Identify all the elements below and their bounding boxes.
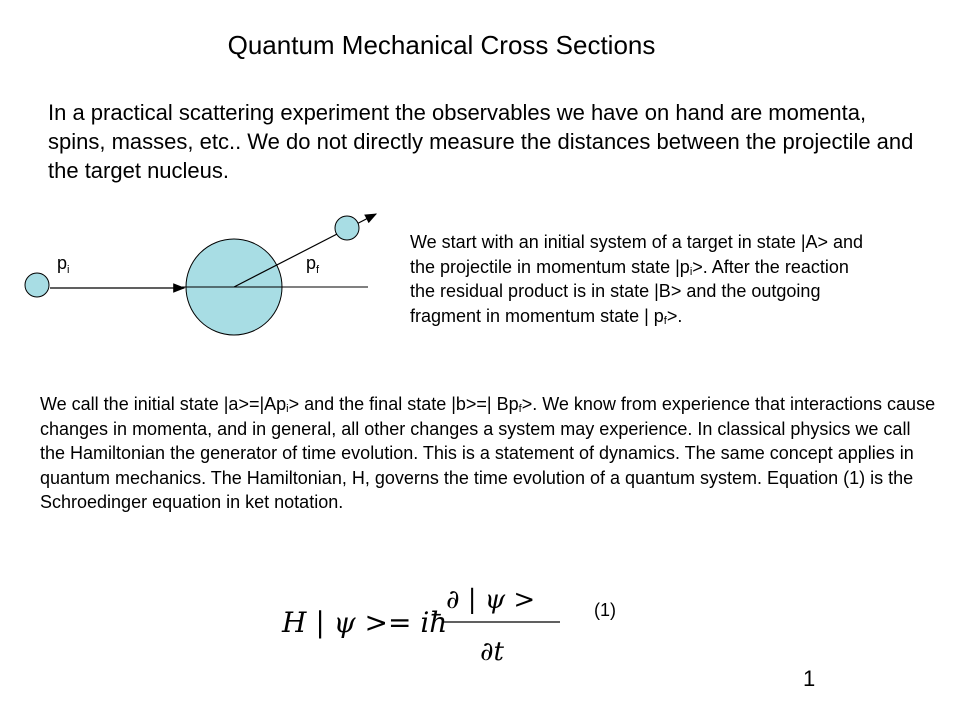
slide-title: Quantum Mechanical Cross Sections	[227, 30, 656, 60]
incoming-momentum-label: $p_i$	[57, 253, 70, 276]
equation-denominator: ∂t	[480, 637, 504, 667]
incoming-projectile	[25, 273, 49, 297]
schroedinger-equation	[270, 578, 570, 668]
initial-state-description: We start with an initial system of a target in state |A> and the projectile in momentum state $|p_i>$. After the reaction the residual product is in state |B> and the outgoing fragment in momentum state | $p_f>$.	[410, 232, 864, 327]
outgoing-momentum-label: $p_f$	[306, 253, 320, 276]
outgoing-fragment	[335, 216, 359, 240]
page-number: 1	[803, 666, 816, 691]
equation-number: (1)	[594, 600, 616, 620]
equation-numerator: ∂ | ψ >	[446, 585, 536, 615]
scattering-diagram	[0, 195, 400, 355]
intro-paragraph: In a practical scattering experiment the observables we have on hand are momenta, spins, masses, etc.. We do not directly measure the distances between the projectile and the target nucleus.	[48, 100, 914, 183]
equation-lhs: H | ψ >= iħ	[282, 606, 448, 639]
hamiltonian-paragraph: We call the initial state $|a>=|Ap_i>$ and the final state |b>=| $Bp_f>$. We know from experience that interactions cause changes in momenta, and in general, all other changes a system may experience. In classical physics we call the Hamiltonian the generator of time evolution. This is a statement of dynamics. The same concept applies in quantum mechanics. The Hamiltonian, H, governs the time evolution of a quantum system. Equation (1) is the Schroedinger equation in ket notation.	[40, 394, 936, 512]
